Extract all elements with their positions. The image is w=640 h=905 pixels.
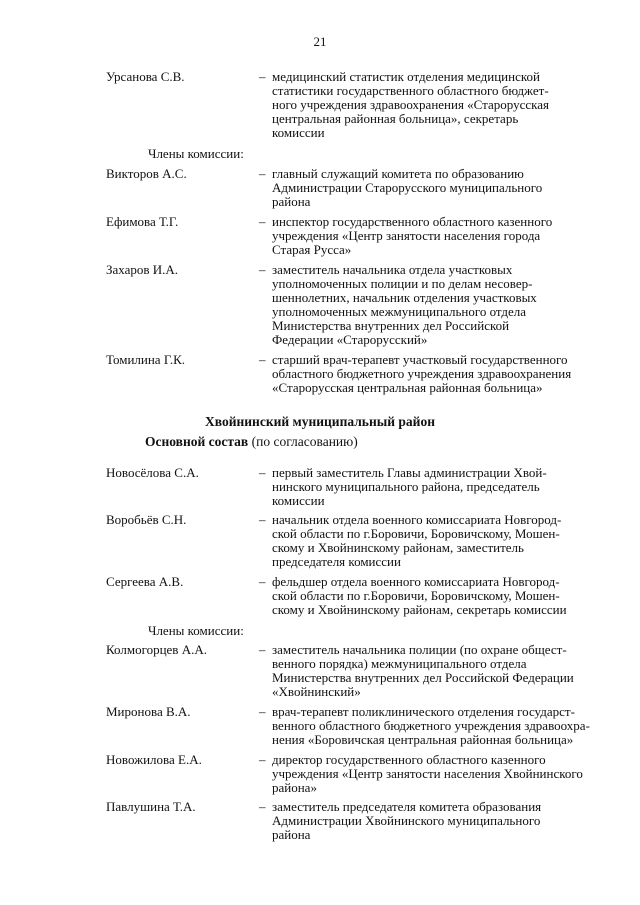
entry-description: начальник отдела военного комиссариата Новгород- ской области по г.Боровичи, Боровичскому, Мошен- скому и Хвойнинскому районам, заместитель председателя комиссии: [272, 512, 562, 569]
entry-name: Павлушина Т.А.: [106, 799, 196, 814]
entry-name: Миронова В.А.: [106, 704, 191, 719]
entry-description: старший врач-терапевт участковый государственного областного бюджетного учреждения здравоохранения «Старорусская центральная районная больница»: [272, 352, 572, 395]
members-label: Члены комиссии:: [148, 146, 244, 161]
entry-description: врач-терапевт поликлинического отделения государст- венного областного бюджетного учреждения здравоохра- нения «Боровичская центральная районная больница»: [272, 704, 590, 747]
entry-dash: –: [259, 704, 266, 719]
entry-name: Новожилова Е.А.: [106, 752, 202, 767]
entry-description: заместитель председателя комитета образования Администрации Хвойнинского муниципального района: [272, 799, 542, 842]
district-title: Хвойнинский муниципальный район: [205, 414, 435, 429]
entry-description: инспектор государственного областного казенного учреждения «Центр занятости населения города Старая Русса»: [272, 214, 553, 257]
entry-name: Сергеева А.В.: [106, 574, 184, 589]
entry-description: заместитель начальника полиции (по охране общест- венного порядка) межмуниципального отдела Министерства внутренних дел Российской Федерации «Хвойнинский»: [272, 642, 574, 699]
entry-dash: –: [259, 262, 266, 277]
entry-dash: –: [259, 214, 266, 229]
subheading-note: (по согласованию): [251, 434, 358, 449]
entry-description: фельдшер отдела военного комиссариата Новгород- ской области по г.Боровичи, Боровичскому, Мошен- скому и Хвойнинскому районам, секретарь комиссии: [272, 574, 567, 617]
entry-description: главный служащий комитета по образованию Администрации Старорусского муниципального района: [272, 166, 543, 209]
entry-name: Викторов А.С.: [106, 166, 187, 181]
entry-dash: –: [259, 642, 266, 657]
subheading-bold: Основной состав: [145, 434, 249, 449]
entry-dash: –: [259, 512, 266, 527]
entry-dash: –: [259, 166, 266, 181]
page-number: 21: [313, 34, 327, 49]
entry-name: Урсанова С.В.: [106, 69, 185, 84]
entry-name: Захаров И.А.: [106, 262, 179, 277]
entry-dash: –: [259, 352, 266, 367]
entry-name: Ефимова Т.Г.: [106, 214, 179, 229]
entry-name: Воробьёв С.Н.: [106, 512, 187, 527]
entry-dash: –: [259, 752, 266, 767]
entry-dash: –: [259, 799, 266, 814]
entry-description: заместитель начальника отдела участковых уполномоченных полиции и по делам несовер- шеннолетних, начальник отделения участковых уполномоченных межмуниципального отдела Министерства внутренних дел Российской Федерации «Старорусский»: [272, 262, 537, 347]
entry-dash: –: [259, 69, 266, 84]
entry-name: Новосёлова С.А.: [106, 465, 199, 480]
entry-description: первый заместитель Главы администрации Хвой- нинского муниципального района, председатель комиссии: [272, 465, 547, 508]
entry-dash: –: [259, 465, 266, 480]
entry-dash: –: [259, 574, 266, 589]
entry-description: директор государственного областного казенного учреждения «Центр занятости населения Хвойнинского района»: [272, 752, 583, 795]
members-label: Члены комиссии:: [148, 623, 244, 638]
entry-name: Томилина Г.К.: [106, 352, 186, 367]
entry-name: Колмогорцев А.А.: [106, 642, 207, 657]
subheading: [145, 434, 358, 450]
entry-description: медицинский статистик отделения медицинской статистики государственного областного бюджет- ного учреждения здравоохранения «Старорусская центральная районная больница», секретарь комиссии: [272, 69, 550, 140]
